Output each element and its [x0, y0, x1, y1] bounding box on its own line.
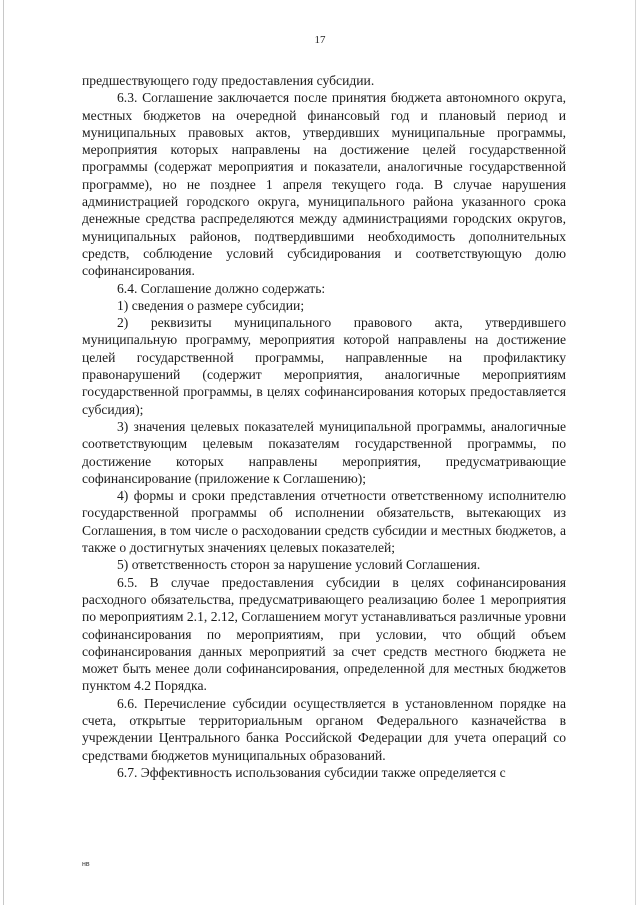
paragraph: 4) формы и сроки представления отчетности ответственному исполнителю государственной программы об исполнении обязательств, вытекающих из Соглашения, в том числе о расходовании средств субсидии и местных бюджетов, а также о достигнутых значениях целевых показателей;	[82, 488, 566, 556]
paragraph: 6.5. В случае предоставления субсидии в целях софинансирования расходного обязательства, предусматривающего реализацию более 1 мероприятия по мероприятиям 2.1, 2.12, Соглашением могут устанавливаться различные уровни софинансирования по мероприятиям, при условии, что общий объем софинансирования данных мероприятий за счет средств местного бюджета не может быть менее доли софинансирования, определенной для местных бюджетов пунктом 4.2 Порядка.	[82, 574, 566, 694]
page-number: 17	[314, 34, 326, 46]
paragraph: 2) реквизиты муниципального правового акта, утвердившего муниципальную программу, мероприятия которой направлены на достижение целей государственной программы, направленные на профилактику правонарушений (содержит мероприятия, аналогичные мероприятиям государственной программы, в целях софинансирования которых предоставляется субсидия);	[82, 315, 566, 417]
paragraph: 6.4. Соглашение должно содержать:	[117, 280, 326, 296]
paragraph: 1) сведения о размере субсидии;	[117, 297, 305, 313]
document-body	[82, 72, 566, 781]
page-edge-left	[3, 0, 4, 905]
paragraph: 6.6. Перечисление субсидии осуществляется в установленном порядке на счета, открытые территориальным органом Федерального казначейства в учреждении Центрального банка Российской Федерации для учета операций со средствами бюджетов муниципальных образований.	[82, 695, 566, 763]
paragraph: 5) ответственность сторон за нарушение условий Соглашения.	[117, 557, 481, 573]
paragraph: 3) значения целевых показателей муниципальной программы, аналогичные соответствующим целевым показателям государственной программы, по достижение которых направлены мероприятия, предусматривающие софинансирование (приложение к Соглашению);	[82, 418, 566, 486]
page-edge-right	[635, 0, 636, 905]
paragraph: 6.3. Соглашение заключается после принятия бюджета автономного округа, местных бюджетов на очередной финансовый год и плановый период и муниципальных правовых актов, утвердивших муниципальные программы, мероприятия которых направлены на достижение целей государственной программы (содержат мероприятия и показатели, аналогичные государственной программе), но не позднее 1 апреля текущего года. В случае нарушения администрацией городского округа, муниципального района указанного срока денежные средства распределяются между администрациями городских округов, муниципальных районов, подтвердившими необходимость дополнительных средств, соблюдение условий субсидирования и соответствующую долю софинансирования.	[82, 90, 566, 279]
paragraph: 6.7. Эффективность использования субсидии также определяется с	[117, 764, 506, 780]
paragraph: предшествующего году предоставления субсидии.	[82, 73, 375, 88]
footer-note: нв	[82, 861, 90, 868]
